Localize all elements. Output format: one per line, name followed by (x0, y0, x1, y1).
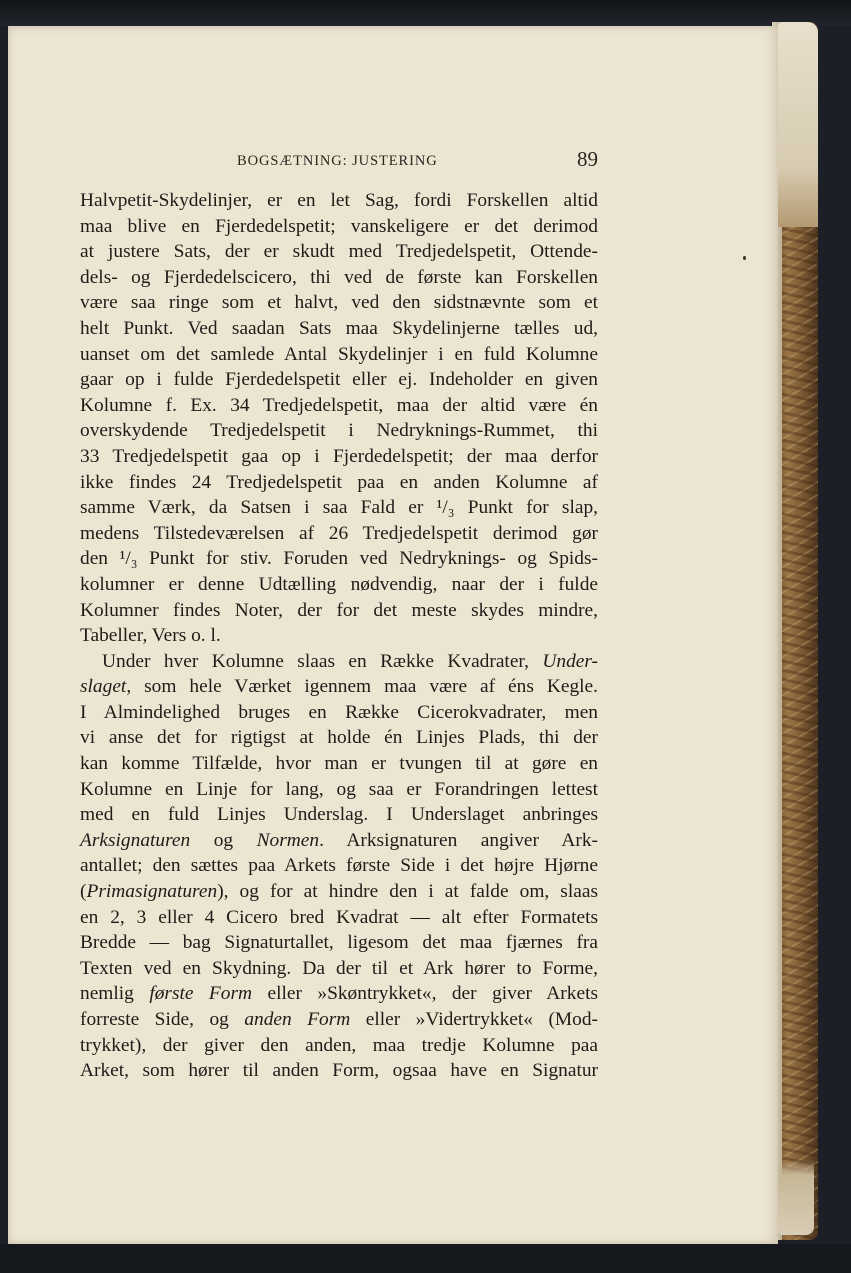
text-line: maa blive en Fjerdedelspetit; vanskeligere er det derimod (80, 215, 598, 237)
text-run: eller »Skøntrykket«, der giver Arkets (252, 983, 598, 1005)
text-line (80, 981, 598, 1007)
italic-term: Primasignaturen (86, 881, 218, 903)
text-line: Halvpetit-Skydelinjer, er en let Sag, fordi Forskellen altid (80, 190, 598, 211)
text-line: Bredde — bag Signaturtallet, ligesom det maa fjærnes fra (80, 932, 598, 954)
text-line: uanset om det samlede Antal Skydelinjer i en fuld Kolumne (80, 343, 598, 365)
cover-corner-top (778, 22, 818, 227)
text-line: gaar op i fulde Fjerdedelspetit eller ej. Indeholder en given (80, 369, 598, 391)
text-run: ( (80, 881, 87, 903)
text-line: dels- og Fjerdedelscicero, thi ved de første kan Forskellen (80, 266, 598, 288)
text-line: Kolumne f. Ex. 34 Tredjedelspetit, maa der altid være én (80, 394, 598, 416)
text-run: , som hele Værket igennem maa være af éns Kegle. (126, 676, 598, 698)
text-line: være saa ringe som et halvt, ved den sidstnævnte som et (80, 292, 598, 314)
text-line: med en fuld Linjes Underslag. I Underslaget anbringes (80, 804, 598, 826)
italic-term: første Form (149, 983, 253, 1005)
page-header (80, 147, 598, 177)
text-line: 33 Tredjedelspetit gaa op i Fjerdedelspetit; der maa derfor (80, 445, 598, 467)
text-run: . Arksignaturen angiver Ark- (319, 829, 598, 851)
text-run: eller »Vidertrykket« (Mod- (350, 1009, 598, 1030)
text-line (80, 828, 598, 854)
text-line: Tabeller, Vers o. l. (80, 625, 221, 647)
italic-term: slaget (80, 676, 127, 698)
text-line: helt Punkt. Ved saadan Sats maa Skydelinjerne tælles ud, (80, 317, 598, 339)
text-line: I Almindelighed bruges en Række Cicerokvadrater, men (80, 701, 598, 723)
background-top (0, 0, 851, 26)
page-number: 89 (577, 147, 598, 171)
running-head: BOGSÆTNING: JUSTERING (237, 153, 438, 169)
text-line: kolumner er denne Udtælling nødvendig, naar der i fulde (80, 573, 598, 595)
text-line: overskydende Tredjedelspetit i Nedryknings-Rummet, thi (80, 420, 598, 442)
text-line: en 2, 3 eller 4 Cicero bred Kvadrat — alt efter Formatets (80, 906, 598, 928)
text-line (80, 1007, 598, 1033)
text-line: medens Tilstedeværelsen af 26 Tredjedelspetit derimod gør (80, 522, 598, 544)
text-line: trykket), der giver den anden, maa tredje Kolumne paa (80, 1034, 598, 1056)
italic-term: anden Form (244, 1009, 351, 1030)
text-line: kan komme Tilfælde, hvor man er tvungen til at gøre en (80, 753, 598, 775)
text-line: samme Værk, da Satsen i saa Fald er ¹/₃ Punkt for slap, (80, 497, 598, 519)
text-run: forreste Side, og (80, 1009, 245, 1030)
text-line (80, 649, 598, 675)
text-run: ), og for at hindre den i at falde om, slaas (217, 881, 598, 903)
background-bottom (0, 1244, 851, 1273)
text-line: Arket, som hører til anden Form, ogsaa have en Signatur (80, 1060, 598, 1082)
text-line: ikke findes 24 Tredjedelspetit paa en anden Kolumne af (80, 471, 598, 493)
italic-term: Under- (542, 650, 598, 672)
text-line: den ¹/₃ Punkt for stiv. Foruden ved Nedryknings- og Spids- (80, 548, 598, 570)
italic-term: Normen (256, 829, 320, 851)
text-line: antallet; den sættes paa Arkets første Side i det højre Hjørne (80, 855, 598, 877)
text-line (80, 674, 598, 700)
cover-corner-bottom (778, 1160, 814, 1235)
italic-term: Arksignaturen (80, 829, 191, 851)
text-run: nemlig (80, 983, 150, 1005)
text-line: vi anse det for rigtigst at holde én Linjes Plads, thi der (80, 727, 598, 749)
text-line: Texten ved en Skydning. Da der til et Ark hører to Forme, (80, 957, 598, 979)
text-run: Under hver Kolumne slaas en Række Kvadrater, (102, 650, 543, 672)
text-line (80, 879, 598, 905)
text-run: og (190, 829, 257, 851)
text-line: at justere Sats, der er skudt med Tredjedelspetit, Ottende- (80, 241, 598, 263)
body-text (80, 188, 598, 1084)
text-line: Kolumner findes Noter, der for det meste skydes mindre, (80, 599, 598, 621)
text-line: Kolumne en Linje for lang, og saa er Forandringen lettest (80, 778, 598, 800)
ink-speck (743, 256, 746, 260)
